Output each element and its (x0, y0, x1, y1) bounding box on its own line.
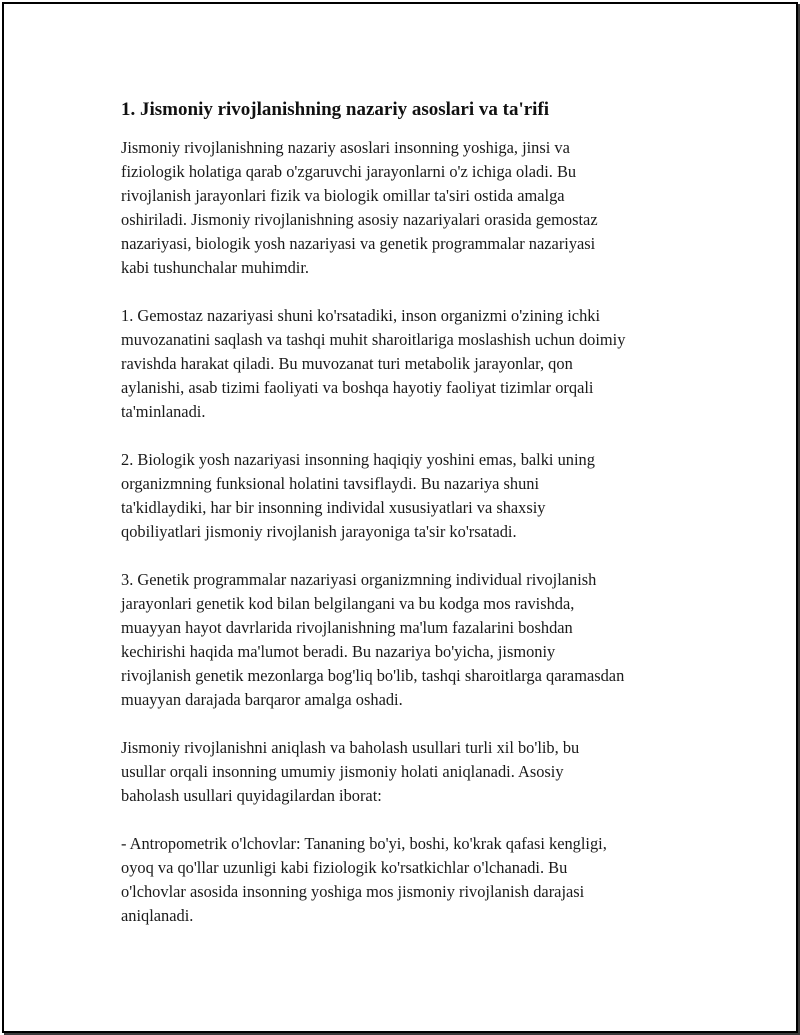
paragraph-baholash (121, 736, 701, 808)
text-line: - Antropometrik o'lchovlar: Tananing bo'yi, boshi, ko'krak qafasi kengligi, (121, 834, 607, 853)
text-line: ta'minlanadi. (121, 402, 206, 421)
text-line: muvozanatini saqlash va tashqi muhit sharoitlariga moslashish uchun doimiy (121, 330, 626, 349)
paragraph-intro (121, 136, 701, 280)
text-line: fiziologik holatiga qarab o'zgaruvchi jarayonlarni o'z ichiga oladi. Bu (121, 162, 577, 181)
text-line: ravishda harakat qiladi. Bu muvozanat turi metabolik jarayonlar, qon (121, 354, 573, 373)
text-line: muayyan hayot davrlarida rivojlanishning ma'lum fazalarini boshdan (121, 618, 573, 637)
section-heading: 1. Jismoniy rivojlanishning nazariy asoslari va ta'rifi (121, 99, 550, 120)
paragraph-antropometrik (121, 832, 701, 928)
document-content (121, 98, 701, 952)
paragraph-biologik-yosh (121, 448, 701, 544)
text-line: muayyan darajada barqaror amalga oshadi. (121, 690, 403, 709)
text-line: baholash usullari quyidagilardan iborat: (121, 786, 382, 805)
document-page (2, 2, 798, 1033)
text-line: usullar orqali insonning umumiy jismoniy holati aniqlanadi. Asosiy (121, 762, 564, 781)
text-line: oyoq va qo'llar uzunligi kabi fiziologik ko'rsatkichlar o'lchanadi. Bu (121, 858, 568, 877)
text-line: qobiliyatlari jismoniy rivojlanish jarayoniga ta'sir ko'rsatadi. (121, 522, 517, 541)
text-line: Jismoniy rivojlanishni aniqlash va baholash usullari turli xil bo'lib, bu (121, 738, 580, 757)
text-line: Jismoniy rivojlanishning nazariy asoslari insonning yoshiga, jinsi va (121, 138, 570, 157)
text-line: rivojlanish jarayonlari fizik va biologik omillar ta'siri ostida amalga (121, 186, 565, 205)
text-line: organizmning funksional holatini tavsiflaydi. Bu nazariya shuni (121, 474, 540, 493)
text-line: 2. Biologik yosh nazariyasi insonning haqiqiy yoshini emas, balki uning (121, 450, 595, 469)
text-line: aylanishi, asab tizimi faoliyati va boshqa hayotiy faoliyat tizimlar orqali (121, 378, 594, 397)
text-line: nazariyasi, biologik yosh nazariyasi va genetik programmalar nazariyasi (121, 234, 596, 253)
text-line: 3. Genetik programmalar nazariyasi organizmning individual rivojlanish (121, 570, 597, 589)
text-line: o'lchovlar asosida insonning yoshiga mos jismoniy rivojlanish darajasi (121, 882, 585, 901)
text-line: ta'kidlaydiki, har bir insonning individal xususiyatlari va shaxsiy (121, 498, 546, 517)
text-line: aniqlanadi. (121, 906, 194, 925)
paragraph-gemostaz (121, 304, 701, 424)
text-line: kabi tushunchalar muhimdir. (121, 258, 310, 277)
text-line: jarayonlari genetik kod bilan belgilangani va bu kodga mos ravishda, (121, 594, 575, 613)
paragraph-genetik (121, 568, 701, 712)
text-line: oshiriladi. Jismoniy rivojlanishning asosiy nazariyalari orasida gemostaz (121, 210, 598, 229)
text-line: rivojlanish genetik mezonlarga bog'liq bo'lib, tashqi sharoitlarga qaramasdan (121, 666, 625, 685)
text-line: kechirishi haqida ma'lumot beradi. Bu nazariya bo'yicha, jismoniy (121, 642, 556, 661)
text-line: 1. Gemostaz nazariyasi shuni ko'rsatadiki, inson organizmi o'zining ichki (121, 306, 601, 325)
